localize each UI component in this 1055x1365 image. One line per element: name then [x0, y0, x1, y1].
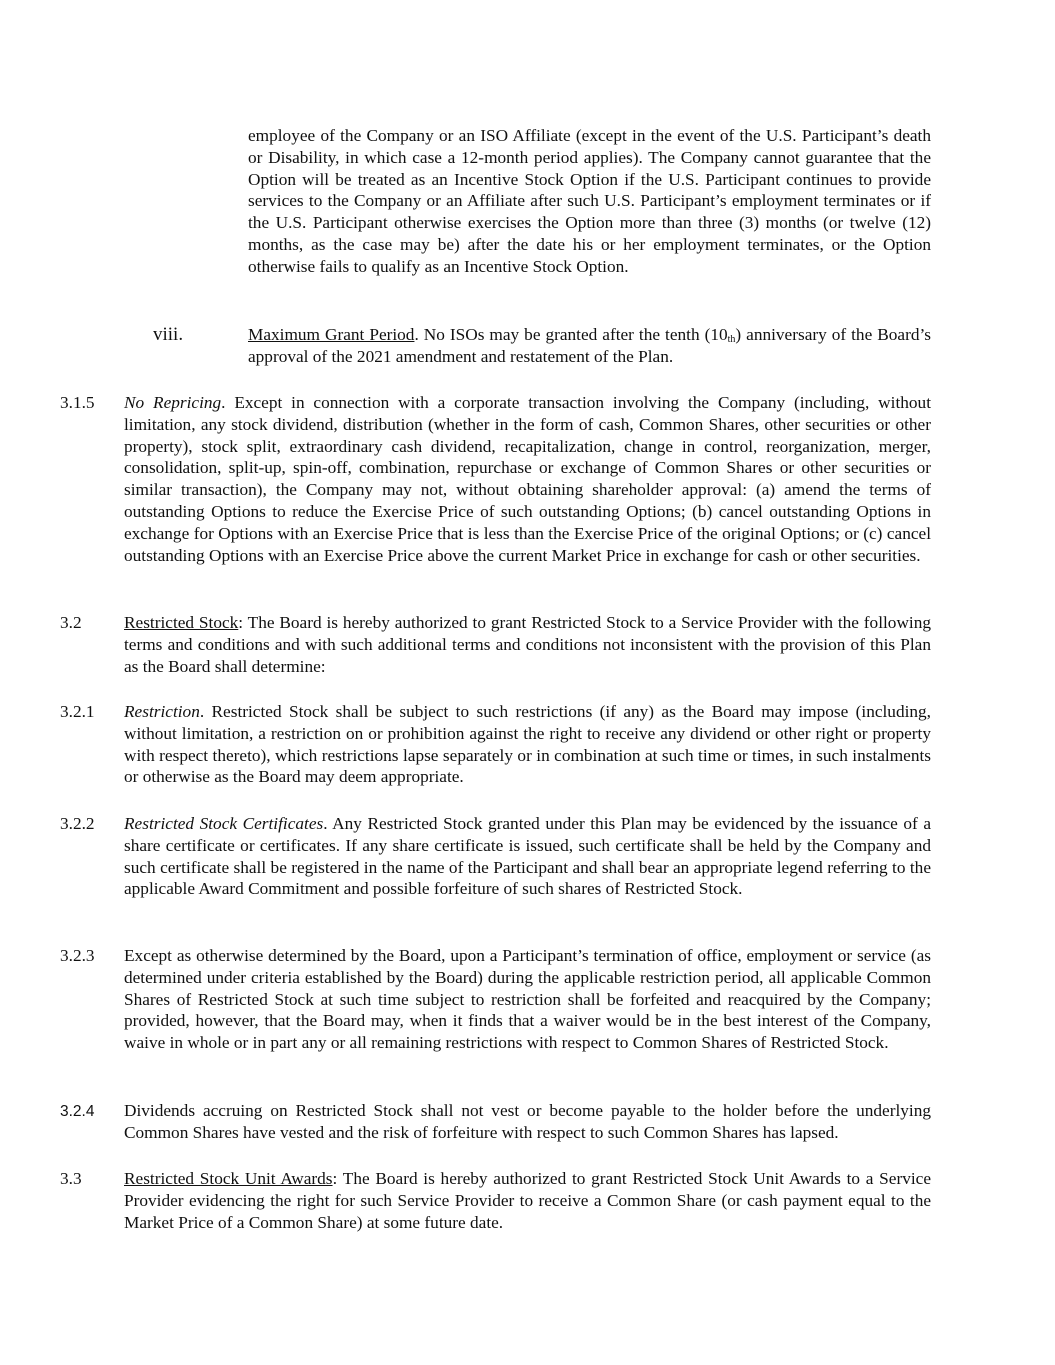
section-3-2-1-text: . Restricted Stock shall be subject to such restrictions (if any) as the Board may impose (including, without limitation, a restriction on or prohibition against the right to receive any dividend or other right or property with respect thereto), which restrictions lapse separately or in combination at such time or times, in such instalments or otherwise as the Board may deem appropriate. — [124, 702, 931, 787]
section-3-2-text: : The Board is hereby authorized to grant Restricted Stock to a Service Provider with the following terms and conditions and with such additional terms and conditions not inconsistent with the provision of this Plan as the Board shall determine: — [124, 613, 932, 676]
section-3-2-3-paragraph — [124, 945, 931, 1054]
section-3-2-2-paragraph — [124, 813, 931, 900]
section-3-1-5-heading: No Repricing — [124, 393, 222, 412]
section-3-3-text: : The Board is hereby authorized to grant Restricted Stock Unit Awards to a Service Provider evidencing the right for such Service Provider to receive a Common Share (or cash payment equal to the Market Price of a Common Share) at some future date. — [124, 1169, 931, 1232]
section-3-2-4-text: Dividends accruing on Restricted Stock shall not vest or become payable to the holder before the underlying Common Shares have vested and the risk of forfeiture with respect to such Common Shares has lapsed. — [124, 1101, 931, 1142]
section-3-1-5-paragraph — [124, 392, 931, 566]
section-3-2-2-heading: Restricted Stock Certificates — [124, 814, 324, 833]
iso-continuation-paragraph — [248, 125, 931, 278]
section-3-2-heading: Restricted Stock — [124, 613, 239, 632]
section-3-2-1-number: 3.2.1 — [60, 702, 95, 721]
section-3-2-1-paragraph — [124, 701, 931, 788]
section-3-2-number: 3.2 — [60, 613, 82, 632]
item-viii-heading: Maximum Grant Period — [248, 325, 415, 344]
item-viii-text-before: . No ISOs may be granted after the tenth (10 — [414, 325, 728, 344]
section-3-2-4-paragraph — [124, 1100, 931, 1144]
section-3-3-heading: Restricted Stock Unit Awards — [124, 1169, 333, 1188]
section-3-2-2-number: 3.2.2 — [60, 814, 95, 833]
item-viii-paragraph — [248, 324, 931, 368]
section-3-2-3-text: Except as otherwise determined by the Board, upon a Participant’s termination of office, employment or service (as determined under criteria established by the Board) during the applicable restriction period, all applicable Common Shares of Restricted Stock at such time subject to restriction shall be forfeited and reacquired by the Company; provided, however, that the Board may, when it finds that a waiver would be in the best interest of the Company, waive in whole or in part any or all remaining restrictions with respect to Common Shares of Restricted Stock. — [124, 946, 931, 1053]
section-3-1-5-text: . Except in connection with a corporate transaction involving the Company (including, without limitation, any stock dividend, distribution (whether in the form of cash, Common Shares, other securities or other property), stock split, extraordinary cash dividend, recapitalization, change in control, reorganization, merger, consolidation, split-up, spin-off, combination, repurchase or exchange of Common Shares or other securities or similar transaction), the Company may not, without obtaining shareholder approval: (a) amend the terms of outstanding Options to reduce the Exercise Price of such outstanding Options; (b) cancel outstanding Options in exchange for Options with an Exercise Price that is less than the Exercise Price of the original Options; or (c) cancel outstanding Options with an Exercise Price above the current Market Price in exchange for cash or other securities. — [124, 393, 931, 565]
iso-continuation-text: employee of the Company or an ISO Affiliate (except in the event of the U.S. Participant’s death or Disability, in which case a 12-month period applies). The Company cannot guarantee that the Option will be treated as an Incentive Stock Option if the U.S. Participant continues to provide services to the Company or an Affiliate after such U.S. Participant’s employment terminates or if the U.S. Participant otherwise exercises the Option more than three (3) months (or twelve (12) months, as the case may be) after the date his or her employment terminates, or the Option otherwise fails to qualify as an Incentive Stock Option. — [248, 126, 931, 276]
section-3-1-5-number: 3.1.5 — [60, 393, 95, 412]
section-3-2-paragraph — [124, 612, 931, 677]
section-3-2-1-heading: Restriction — [124, 702, 200, 721]
section-3-2-3-number: 3.2.3 — [60, 946, 95, 965]
item-viii-text-after: ) anniversary of the Board’s approval of the 2021 amendment and restatement of the Plan. — [248, 325, 931, 366]
item-viii-ordinal-suffix: th — [727, 334, 736, 345]
section-3-3-paragraph — [124, 1168, 931, 1233]
item-viii-number: viii. — [153, 324, 184, 345]
section-3-2-4-number: 3.2.4 — [60, 1103, 95, 1120]
section-3-3-number: 3.3 — [60, 1169, 82, 1188]
section-3-2-2-text: . Any Restricted Stock granted under this Plan may be evidenced by the issuance of a share certificate or certificates. If any share certificate is issued, such certificate shall be held by the Company and such certificate shall be registered in the name of the Participant and shall bear an appropriate legend referring to the applicable Award Commitment and possible forfeiture of such shares of Restricted Stock. — [124, 814, 932, 899]
